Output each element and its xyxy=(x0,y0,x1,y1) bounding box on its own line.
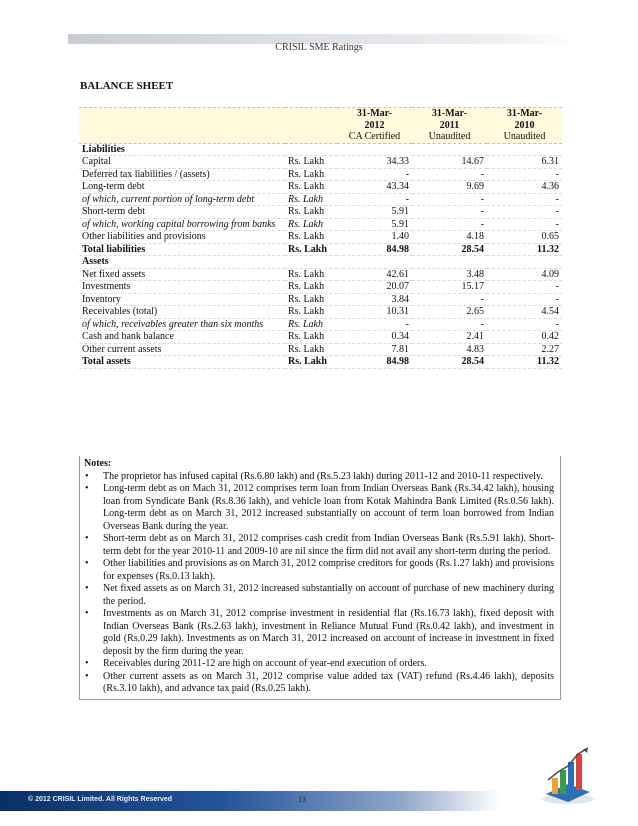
row-unit: Rs. Lakh xyxy=(285,156,337,169)
row-value: 6.31 xyxy=(487,156,562,169)
row-label: Short-term debt xyxy=(79,206,285,219)
row-value: 5.91 xyxy=(337,218,412,231)
table-row xyxy=(79,268,562,281)
bullet-icon: • xyxy=(85,470,89,482)
balance-sheet-table-container xyxy=(79,107,561,369)
row-unit: Rs. Lakh xyxy=(285,168,337,181)
row-unit: Rs. Lakh xyxy=(285,343,337,356)
total-row xyxy=(79,356,562,369)
row-value: 43.34 xyxy=(337,181,412,194)
row-value: - xyxy=(412,193,487,206)
footer-copyright: © 2012 CRISIL Limited. All Rights Reserved xyxy=(28,796,173,803)
table-row xyxy=(79,231,562,244)
row-unit: Rs. Lakh xyxy=(285,306,337,319)
row-value: 7.81 xyxy=(337,343,412,356)
notes-list xyxy=(84,471,554,696)
table-row xyxy=(79,193,562,206)
row-value: 42.61 xyxy=(337,268,412,281)
row-value: 34.33 xyxy=(337,156,412,169)
bar-chart-logo-icon xyxy=(538,744,598,806)
row-value: 5.91 xyxy=(337,206,412,219)
row-value: 3.84 xyxy=(337,293,412,306)
balance-sheet-table xyxy=(79,107,562,369)
row-value: - xyxy=(337,318,412,331)
row-value: - xyxy=(487,206,562,219)
section-heading-row xyxy=(79,256,562,269)
note-text: Other current assets as on March 31, 2012 comprise value added tax (VAT) refund (Rs.4.46 lakh), deposits (Rs.3.10 lakh), and advance tax paid (Rs.0.25 lakh). xyxy=(103,670,554,694)
row-label: Long-term debt xyxy=(79,181,285,194)
table-row xyxy=(79,168,562,181)
row-value: 14.67 xyxy=(412,156,487,169)
note-item xyxy=(84,658,554,671)
row-value: 11.32 xyxy=(487,356,562,369)
row-label: Cash and bank balance xyxy=(79,331,285,344)
row-value: 84.98 xyxy=(337,243,412,256)
bullet-icon: • xyxy=(85,583,89,594)
row-unit: Rs. Lakh xyxy=(285,193,337,206)
row-value: 84.98 xyxy=(337,356,412,369)
bullet-icon: • xyxy=(85,658,89,669)
year-header-row xyxy=(79,108,562,132)
table-row xyxy=(79,343,562,356)
row-value: 4.83 xyxy=(412,343,487,356)
note-item xyxy=(84,483,554,533)
notes-section xyxy=(79,456,561,700)
row-value: 28.54 xyxy=(412,243,487,256)
table-row xyxy=(79,218,562,231)
note-text: The proprietor has infused capital (Rs.6.80 lakh) and (Rs.5.23 lakh) during 2011-12 and 2010-11 respectively. xyxy=(103,470,543,482)
audit-status: CA Certified xyxy=(337,131,412,143)
row-unit: Rs. Lakh xyxy=(285,206,337,219)
bullet-icon: • xyxy=(85,670,89,682)
row-label: Net fixed assets xyxy=(79,268,285,281)
note-item xyxy=(84,608,554,658)
table-row xyxy=(79,206,562,219)
audit-status: Unaudited xyxy=(412,131,487,143)
table-row xyxy=(79,293,562,306)
row-value: 4.36 xyxy=(487,181,562,194)
row-label: Total assets xyxy=(79,356,285,369)
row-label: Deferred tax liabilities / (assets) xyxy=(79,168,285,181)
row-value: 2.41 xyxy=(412,331,487,344)
row-value: 11.32 xyxy=(487,243,562,256)
row-unit: Rs. Lakh xyxy=(285,268,337,281)
section-heading: Assets xyxy=(79,256,285,269)
row-value: - xyxy=(412,218,487,231)
section-heading: Liabilities xyxy=(79,143,285,156)
row-value: 4.18 xyxy=(412,231,487,244)
row-value: 0.65 xyxy=(487,231,562,244)
row-label: Investments xyxy=(79,281,285,294)
row-value: 9.69 xyxy=(412,181,487,194)
total-row xyxy=(79,243,562,256)
note-item xyxy=(84,533,554,558)
row-label: Other liabilities and provisions xyxy=(79,231,285,244)
row-value: 2.65 xyxy=(412,306,487,319)
row-value: - xyxy=(337,168,412,181)
audit-status: Unaudited xyxy=(487,131,562,143)
row-label: Capital xyxy=(79,156,285,169)
note-text: Other liabilities and provisions as on March 31, 2012 comprise creditors for goods (Rs.1.27 lakh) and provisions for expenses (Rs.0.13 lakh). xyxy=(103,558,554,582)
note-text: Receivables during 2011-12 are high on account of year-end execution of orders. xyxy=(103,658,427,669)
note-text: Long-term debt as on Mach 31, 2012 comprises term loan from Indian Overseas Bank (Rs.34.42 lakh), housing loan from Syndicate Bank (Rs.8.36 lakh), and vehicle loan from Kotak Mahindra Bank Limited (Rs.0.56 lakh). Long-term debt as on March 31, 2012 increased substantially on account of term loan borrowed from Indian Overseas Bank during the year. xyxy=(103,483,554,532)
row-label: of which, working capital borrowing from banks xyxy=(79,218,285,231)
bullet-icon: • xyxy=(85,558,89,569)
row-value: 4.54 xyxy=(487,306,562,319)
bullet-icon: • xyxy=(85,483,89,494)
note-item xyxy=(84,471,554,484)
page-number: 13 xyxy=(298,795,306,804)
row-value: 20.07 xyxy=(337,281,412,294)
row-value: - xyxy=(487,281,562,294)
row-unit: Rs. Lakh xyxy=(285,231,337,244)
row-value: 28.54 xyxy=(412,356,487,369)
row-value: - xyxy=(487,168,562,181)
table-row xyxy=(79,281,562,294)
year-header: 31-Mar- 2010 xyxy=(487,108,562,132)
row-value: 3.48 xyxy=(412,268,487,281)
note-item xyxy=(84,558,554,583)
notes-heading: Notes: xyxy=(84,458,112,469)
bullet-icon: • xyxy=(85,608,89,619)
row-value: 4.09 xyxy=(487,268,562,281)
bullet-icon: • xyxy=(85,533,89,544)
row-label: Receivables (total) xyxy=(79,306,285,319)
row-value: 10.31 xyxy=(337,306,412,319)
table-row xyxy=(79,156,562,169)
row-value: - xyxy=(487,293,562,306)
row-unit: Rs. Lakh xyxy=(285,293,337,306)
row-value: - xyxy=(412,168,487,181)
row-unit: Rs. Lakh xyxy=(285,318,337,331)
row-label: Inventory xyxy=(79,293,285,306)
row-value: 2.27 xyxy=(487,343,562,356)
row-value: - xyxy=(487,318,562,331)
table-row xyxy=(79,331,562,344)
row-unit: Rs. Lakh xyxy=(285,356,337,369)
row-value: - xyxy=(487,218,562,231)
note-text: Short-term debt as on March 31, 2012 comprises cash credit from Indian Overseas Bank (Rs.5.91 lakh). Short-term debt for the year 2010-11 and 2009-10 are nil since the firm did not avail any short-term during the period. xyxy=(103,533,554,557)
row-value: 1.40 xyxy=(337,231,412,244)
row-label: Total liabilities xyxy=(79,243,285,256)
section-heading-row xyxy=(79,143,562,156)
row-unit: Rs. Lakh xyxy=(285,331,337,344)
audit-status-row xyxy=(79,131,562,143)
row-value: 0.34 xyxy=(337,331,412,344)
header-title: CRISIL SME Ratings xyxy=(275,42,363,53)
note-text: Net fixed assets as on March 31, 2012 increased substantially on account of purchase of new machinery during the period. xyxy=(103,583,554,607)
note-text: Investments as on March 31, 2012 comprise investment in residential flat (Rs.16.73 lakh), fixed deposit with Indian Overseas Bank (Rs.2.63 lakh), investment in Reliance Mutual Fund (Rs.0.42 lakh), and investment in gold (Rs.0.29 lakh). Investments as on March 31, 2012 increased on account of increase in investment in fixed deposit by the firm during the year. xyxy=(103,608,554,657)
row-label: of which, receivables greater than six months xyxy=(79,318,285,331)
table-row xyxy=(79,306,562,319)
row-unit: Rs. Lakh xyxy=(285,181,337,194)
row-value: 0.42 xyxy=(487,331,562,344)
row-value: 15.17 xyxy=(412,281,487,294)
row-value: - xyxy=(412,206,487,219)
row-value: - xyxy=(337,193,412,206)
row-value: - xyxy=(487,193,562,206)
table-row xyxy=(79,318,562,331)
year-header: 31-Mar- 2011 xyxy=(412,108,487,132)
section-title: BALANCE SHEET xyxy=(80,80,174,92)
row-unit: Rs. Lakh xyxy=(285,243,337,256)
year-header: 31-Mar- 2012 xyxy=(337,108,412,132)
row-label: of which, current portion of long-term debt xyxy=(79,193,285,206)
note-item xyxy=(84,671,554,696)
row-value: - xyxy=(412,318,487,331)
table-row xyxy=(79,181,562,194)
row-unit: Rs. Lakh xyxy=(285,281,337,294)
row-label: Other current assets xyxy=(79,343,285,356)
row-unit: Rs. Lakh xyxy=(285,218,337,231)
note-item xyxy=(84,583,554,608)
row-value: - xyxy=(412,293,487,306)
